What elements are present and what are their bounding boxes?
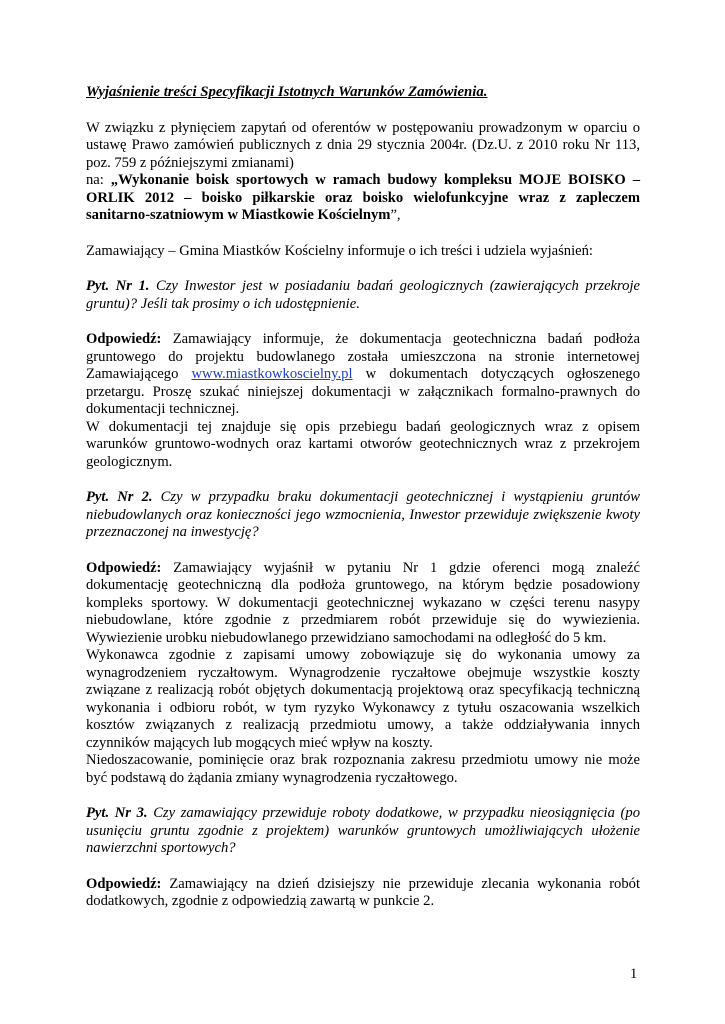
answer-1-label: Odpowiedź:: [86, 331, 162, 347]
question-1-text: Czy Inwestor jest w posiadaniu badań geologicznych (zawierających przekroje gruntu)? Jeśli tak prosimy o ich udostępnienie.: [86, 278, 640, 312]
answer-2-paragraph-2: Wykonawca zgodnie z zapisami umowy zobowiązuje się do wykonania umowy za wynagrodzeniem ryczałtowym. Wynagrodzenie ryczałtowe obejmuje wszystkie koszty związane z realizacją robót objętych dokumentacją projektową oraz specyfikacją techniczną wykonania i odbioru robót, w tym ryzyko Wykonawcy z tytułu oszacowania wszelkich kosztów związanych z realizacją przedmiotu umowy, a także oddziaływania innych czynników mających lub mogących mieć wpływ na koszty.: [86, 647, 640, 751]
document-title: Wyjaśnienie treści Specyfikacji Istotnych Warunków Zamówienia.: [86, 84, 488, 100]
question-2-label: Pyt. Nr 2.: [86, 489, 153, 505]
project-name: „Wykonanie boisk sportowych w ramach budowy kompleksu MOJE BOISKO – ORLIK 2012 – boisko piłkarskie oraz boisko wielofunkcyjne wraz z zapleczem sanitarno-szatniowym w Miastkowie Kościelnym: [86, 172, 640, 223]
intro-lead: W związku z płynięciem zapytań od oferentów w postępowaniu prowadzonym w oparciu o ustawę Prawo zamówień publicznych z dnia 29 stycznia 2004r. (Dz.U. z 2010 roku Nr 113, poz. 759 z późniejszymi zmianami): [86, 119, 640, 171]
answer-2-paragraph-3: Niedoszacowanie, pominięcie oraz brak rozpoznania zakresu przedmiotu umowy nie może być podstawą do żądania zmiany wynagrodzenia ryczałtowego.: [86, 752, 640, 786]
question-2: [86, 489, 640, 542]
question-3: [86, 805, 640, 858]
question-3-label: Pyt. Nr 3.: [86, 805, 148, 821]
page-number: 1: [630, 966, 638, 982]
document-body: [86, 84, 640, 911]
project-name-close: ”,: [390, 207, 401, 223]
intro-paragraph: [86, 120, 640, 225]
answer-1-text-after-link: w dokumentach dotyczących ogłoszenego przetargu. Proszę szukać niniejszej dokumentacji w załącznikach formalno-prawnych do dokumentacji technicznej.: [86, 366, 640, 417]
answer-1-text: Zamawiający informuje, że dokumentacja geotechniczna badań podłoża gruntowego do projektu budowlanego została umieszczona na stronie internetowej Zamawiającego: [86, 331, 640, 382]
intro-na-prefix: na:: [86, 172, 111, 188]
answer-3-text: Zamawiający na dzień dzisiejszy nie przewiduje zlecania wykonania robót dodatkowych, zgodnie z odpowiedzią zawartą w punkcie 2.: [86, 875, 640, 909]
question-1: [86, 278, 640, 313]
answer-1: [86, 331, 640, 419]
question-3-text: Czy zamawiający przewiduje roboty dodatkowe, w przypadku nieosiągnięcia (po usunięciu gruntu zgodnie z projektem) warunków gruntowych umożliwiających ułożenie nawierzchni sportowych?: [86, 805, 640, 856]
answer-2-text: Zamawiający wyjaśnił w pytaniu Nr 1 gdzie oferenci mogą znaleźć dokumentację geotechniczną dla podłoża gruntowego, na którym będzie posadowiony kompleks sportowy. W dokumentacji geotechnicznej wykazano w części terenu nasypy niebudowlane, które zgodnie z przedmiarem robót przewiduje się do wywiezienia. Wywiezienie urobku niebudowlanego przewidziano samochodami na odległość do 5 km.: [86, 559, 640, 646]
answer-3: [86, 876, 640, 911]
question-1-label: Pyt. Nr 1.: [86, 278, 150, 294]
answer-3-label: Odpowiedź:: [86, 875, 162, 892]
answer-2-label: Odpowiedź:: [86, 559, 162, 576]
question-2-text: Czy w przypadku braku dokumentacji geotechnicznej i wystąpieniu gruntów niebudowlanych oraz konieczności jego wzmocnienia, Inwestor przewiduje zwiększenie kwoty przeznaczonej na inwestycję?: [86, 489, 640, 540]
answer-1-paragraph-2: W dokumentacji tej znajduje się opis przebiegu badań geologicznych wraz z opisem warunków gruntowo-wodnych oraz kartami otworów geotechnicznych wraz z przekrojem geologicznym.: [86, 418, 640, 470]
answer-2: [86, 560, 640, 648]
website-link[interactable]: www.miastkowkoscielny.pl: [191, 366, 353, 382]
zamawiajacy-paragraph: Zamawiający – Gmina Miastków Kościelny informuje o ich treści i udziela wyjaśnień:: [86, 242, 593, 259]
